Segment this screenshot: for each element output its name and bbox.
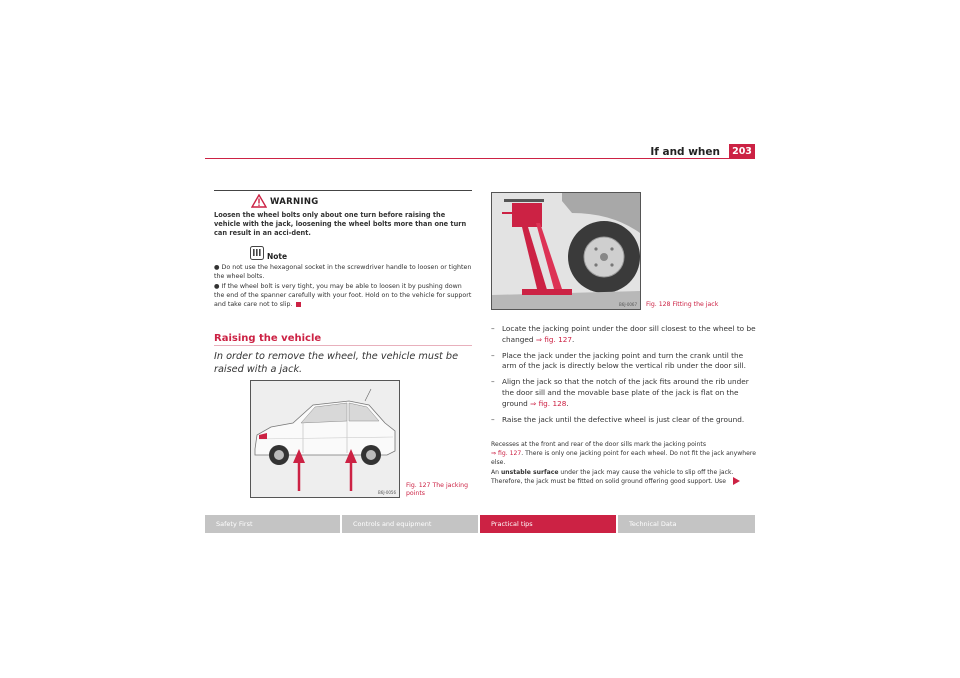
step-item: – Raise the jack until the defective wheel is just clear of the ground. — [491, 414, 745, 424]
footer-tab-safety-first[interactable]: Safety First — [205, 515, 340, 533]
page-number: 203 — [729, 144, 755, 159]
note-bullet: ● If the wheel bolt is very tight, you may be able to loosen it by pushing down the end of the spanner carefully with your foot. Hold on to the vehicle for support and take care not to slip. — [214, 282, 472, 309]
figure-code: B6J-0067 — [619, 302, 637, 307]
header-rule — [205, 158, 755, 159]
figure-reference-link[interactable]: ⇒ fig. 127 — [491, 450, 522, 458]
continue-arrow-icon — [732, 477, 740, 485]
warning-title: WARNING — [270, 197, 319, 207]
footer-tab-practical-tips[interactable]: Practical tips — [480, 515, 616, 533]
warning-text: Loosen the wheel bolts only about one turn before raising the vehicle with the jack, loosening the wheel bolts more than one turn can result in an acci-dent. — [214, 211, 467, 238]
figure-127 — [250, 380, 400, 498]
step-item: – Align the jack so that the notch of the jack fits around the rib under the door sill and the movable base plate of the jack is flat on the ground ⇒ fig. 128. — [491, 377, 749, 408]
note-text — [214, 263, 472, 309]
footer-tab-controls-equipment[interactable]: Controls and equipment — [342, 515, 478, 533]
section-title: Raising the vehicle — [214, 333, 322, 344]
section-rule — [214, 345, 472, 346]
page-title: If and when — [650, 146, 720, 158]
step-item: – Locate the jacking point under the door sill closest to the wheel to be changed ⇒ fig. 127. — [491, 324, 756, 344]
paragraph: Recesses at the front and rear of the door sills mark the jacking points ⇒ fig. 127. There is only one jacking point for each wheel. Do not fit the jack anywhere else. — [491, 441, 756, 467]
section-intro: In order to remove the wheel, the vehicle must be raised with a jack. — [214, 351, 459, 375]
figure-128 — [491, 192, 641, 310]
note-title: Note — [267, 252, 288, 261]
car-side-illustration — [251, 381, 399, 497]
body-paragraphs — [491, 440, 757, 486]
end-mark-icon — [296, 302, 301, 307]
step-list — [491, 324, 757, 431]
footer-tab-technical-data[interactable]: Technical Data — [618, 515, 755, 533]
warning-triangle-icon — [251, 194, 267, 208]
figure-128-caption: Fig. 128 Fitting the jack — [646, 301, 719, 308]
note-icon — [250, 246, 264, 260]
figure-127-caption: Fig. 127 The jacking points — [406, 482, 469, 497]
jack-illustration — [492, 193, 640, 309]
note-bullet: ● Do not use the hexagonal socket in the screwdriver handle to loosen or tighten the wheel bolts. — [214, 264, 472, 281]
figure-reference-link[interactable]: ⇒ fig. 128 — [530, 398, 567, 408]
figure-code: B6J-0056 — [378, 490, 396, 495]
step-item: – Place the jack under the jacking point and turn the crank until the arm of the jack is directly below the vertical rib under the door sill. — [491, 350, 746, 371]
paragraph: An unstable surface under the jack may cause the vehicle to slip off the jack. Therefore, the jack must be fitted on solid ground offering good support. Use — [491, 468, 757, 486]
figure-reference-link[interactable]: ⇒ fig. 127 — [535, 334, 573, 344]
